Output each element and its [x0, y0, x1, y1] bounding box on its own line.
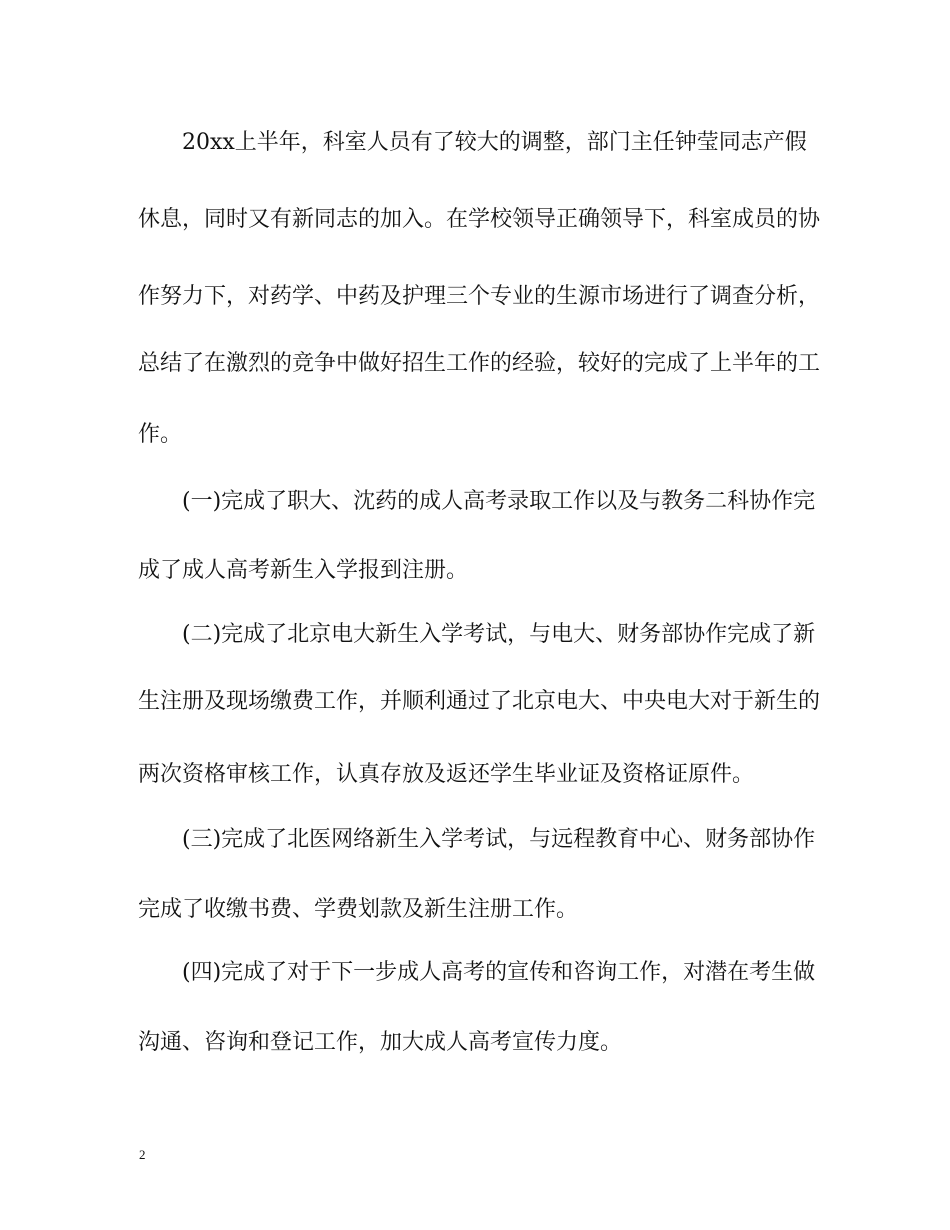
paragraph-1-line-2: 休息，同时又有新同志的加入。在学校领导正确领导下，科室成员的协 [138, 207, 821, 232]
paragraph-1-line-1: 20xx上半年，科室人员有了较大的调整，部门主任钟莹同志产假 [182, 130, 807, 155]
paragraph-3-line-3: 两次资格审核工作，认真存放及返还学生毕业证及资格证原件。 [138, 762, 755, 787]
paragraph-1-line-4: 总结了在激烈的竞争中做好招生工作的经验，较好的完成了上半年的工 [138, 351, 821, 376]
paragraph-3-line-2: 生注册及现场缴费工作，并顺利通过了北京电大、中央电大对于新生的 [138, 689, 821, 714]
paragraph-1-line-5: 作。 [138, 422, 183, 447]
paragraph-1-line-3: 作努力下，对药学、中药及护理三个专业的生源市场进行了调查分析， [138, 284, 821, 309]
paragraph-5-line-1: (四)完成了对于下一步成人高考的宣传和咨询工作，对潜在考生做 [182, 960, 816, 985]
paragraph-2-line-1: (一)完成了职大、沈药的成人高考录取工作以及与教务二科协作完 [182, 489, 816, 514]
paragraph-3-line-1: (二)完成了北京电大新生入学考试，与电大、财务部协作完成了新 [182, 622, 816, 647]
paragraph-4-line-1: (三)完成了北医网络新生入学考试，与远程教育中心、财务部协作 [182, 827, 816, 852]
paragraph-5-line-2: 沟通、咨询和登记工作，加大成人高考宣传力度。 [138, 1030, 623, 1055]
paragraph-4-line-2: 完成了收缴书费、学费划款及新生注册工作。 [138, 897, 579, 922]
page-number: 2 [139, 1147, 146, 1162]
paragraph-2-line-2: 成了成人高考新生入学报到注册。 [138, 558, 469, 583]
